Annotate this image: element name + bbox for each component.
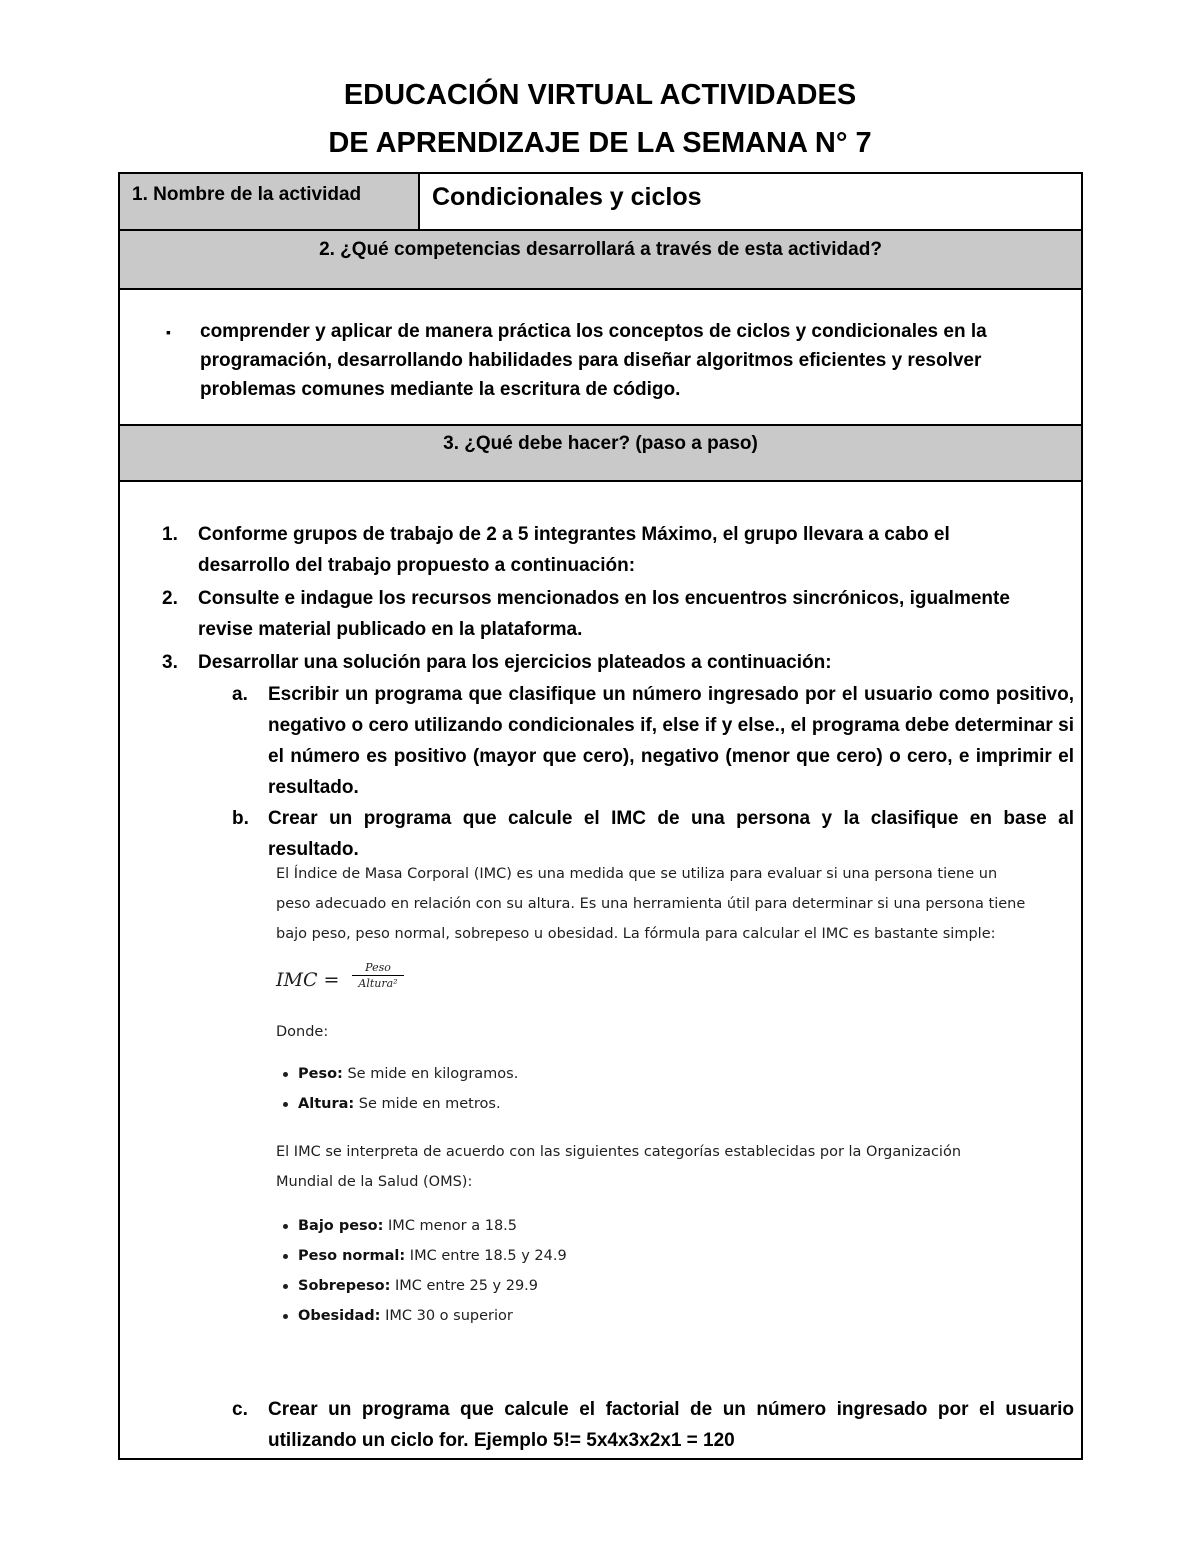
steps-header-row (120, 426, 1081, 482)
imc-explanation (276, 859, 1036, 1331)
variable-term: Altura: (298, 1096, 355, 1112)
sub-item-letter: a. (232, 684, 248, 705)
formula-denominator: Altura² (358, 977, 398, 990)
list-item (276, 1211, 1036, 1241)
category-term: Bajo peso: (298, 1218, 384, 1234)
page-title-line-1: EDUCACIÓN VIRTUAL ACTIVIDADES (343, 79, 857, 111)
sub-item-text: Crear un programa que calcule el factorial de un número ingresado por el usuario utilizando un ciclo for. Ejemplo 5!= 5x4x3x2x1 = 120 (268, 1399, 1074, 1451)
step-text: Conforme grupos de trabajo de 2 a 5 integrantes Máximo, el grupo llevara a cabo el desarrollo del trabajo propuesto a continuación: (198, 524, 950, 576)
activity-name-row (120, 174, 1081, 231)
list-item (276, 1059, 1036, 1089)
steps-body-row (120, 482, 1081, 1458)
list-item (276, 1241, 1036, 1271)
list-item (276, 1089, 1036, 1119)
sub-item-letter: b. (232, 808, 249, 829)
step-text: Desarrollar una solución para los ejercicios plateados a continuación: (198, 652, 832, 673)
square-bullet-icon: ▪ (166, 324, 171, 340)
step-number: 3. (162, 652, 178, 673)
list-item (276, 1271, 1036, 1301)
category-desc: IMC menor a 18.5 (383, 1218, 518, 1234)
formula-fraction (352, 961, 404, 990)
fraction-line (352, 975, 404, 976)
category-term: Obesidad: (298, 1308, 381, 1324)
formula-numerator: Peso (365, 961, 391, 974)
imc-donde: Donde: (276, 1024, 329, 1040)
competencies-body-row (120, 290, 1081, 426)
formula-lhs: IMC = (276, 969, 340, 991)
category-desc: IMC 30 o superior (380, 1308, 513, 1324)
step-number: 2. (162, 588, 178, 609)
variable-desc: Se mide en metros. (354, 1096, 501, 1112)
list-item (276, 1301, 1036, 1331)
sub-item-text: Crear un programa que calcule el IMC de una persona y la clasifique en base al resultado. (268, 808, 1074, 860)
competencies-heading: 2. ¿Qué competencias desarrollará a través de esta actividad? (319, 239, 882, 260)
imc-formula (276, 949, 1036, 1011)
activity-name-label: 1. Nombre de la actividad (120, 174, 420, 229)
variable-term: Peso: (298, 1066, 343, 1082)
sub-item-text: Escribir un programa que clasifique un número ingresado por el usuario como positivo, negativo o cero utilizando condicionales if, else if y else., el programa debe determinar si el número es positivo (mayor que cero), negativo (menor que cero) o cero, e imprimir el resultado. (268, 684, 1074, 798)
activity-name-value: Condicionales y ciclos (432, 183, 702, 211)
imc-intro: El Índice de Masa Corporal (IMC) es una medida que se utiliza para evaluar si una persona tiene un peso adecuado en relación con su altura. Es una herramienta útil para determinar si una persona tiene bajo peso, peso normal, sobrepeso u obesidad. La fórmula para calcular el IMC es bastante simple: (276, 866, 1026, 942)
category-desc: IMC entre 25 y 29.9 (390, 1278, 539, 1294)
variable-desc: Se mide en kilogramos. (342, 1066, 519, 1082)
step-text: Consulte e indague los recursos mencionados en los encuentros sincrónicos, igualmente revise material publicado en la plataforma. (198, 588, 1010, 640)
sub-item-letter: c. (232, 1399, 248, 1420)
imc-interpretation: El IMC se interpreta de acuerdo con las siguientes categorías establecidas por la Organización Mundial de la Salud (OMS): (276, 1144, 962, 1190)
page-title-line-2: DE APRENDIZAJE DE LA SEMANA N° 7 (328, 127, 872, 159)
category-desc: IMC entre 18.5 y 24.9 (405, 1248, 567, 1264)
competencies-text: comprender y aplicar de manera práctica los conceptos de ciclos y condicionales en la programación, desarrollando habilidades para diseñar algoritmos eficientes y resolver problemas comunes mediante la escritura de código. (200, 321, 987, 400)
step-number: 1. (162, 524, 178, 545)
steps-heading: 3. ¿Qué debe hacer? (paso a paso) (443, 433, 758, 454)
category-term: Sobrepeso: (298, 1278, 391, 1294)
imc-categories-list (276, 1211, 1036, 1331)
imc-variables-list (276, 1059, 1036, 1119)
category-term: Peso normal: (298, 1248, 406, 1264)
competencies-header-row (120, 231, 1081, 290)
activity-table (118, 172, 1083, 1460)
